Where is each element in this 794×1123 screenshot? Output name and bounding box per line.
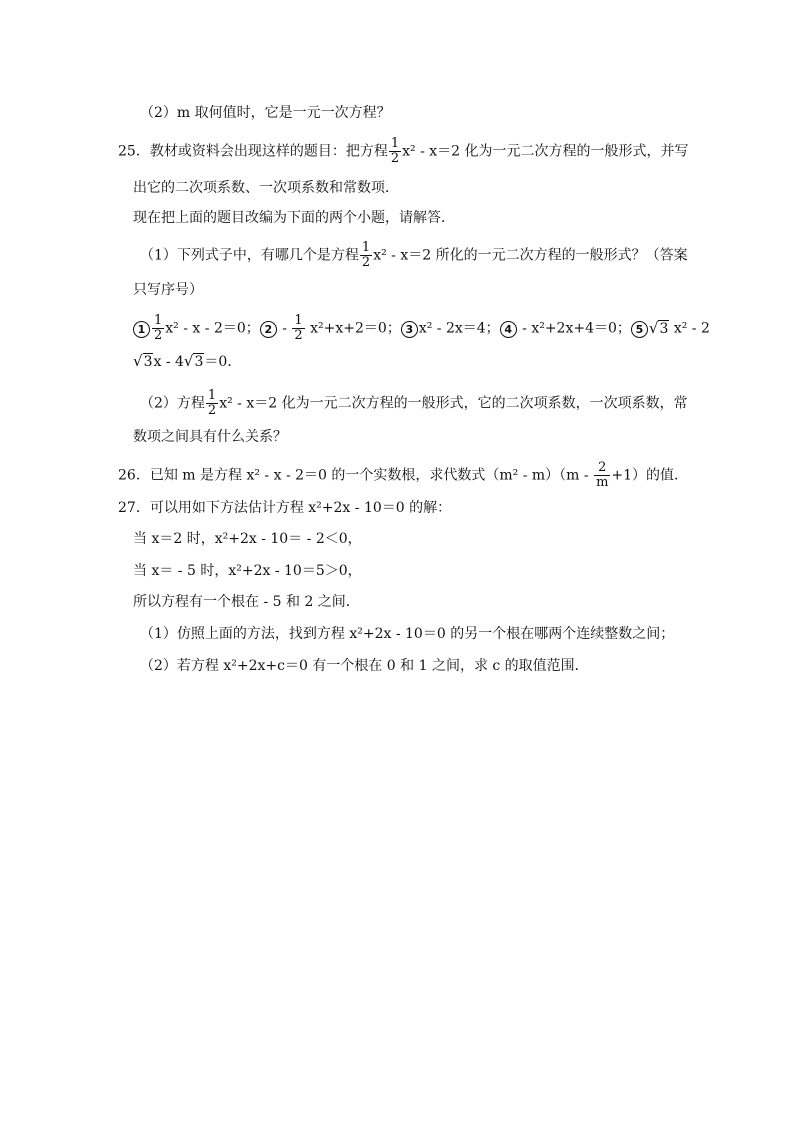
- q25-part2-b: x² - x＝2 化为一元二次方程的一般形式，它的二次项系数，一次项系数，常: [219, 395, 688, 412]
- option-3-text: x² - 2x＝4；: [418, 320, 500, 337]
- q27-line3: 所以方程有一个根在 - 5 和 2 之间．: [133, 594, 360, 610]
- fraction-one-half: $\frac{1}{2}$: [361, 240, 371, 270]
- fraction-one-half: $\frac{1}{2}$: [207, 388, 217, 418]
- q25-intro-line1: [118, 137, 689, 166]
- q25-intro-b: x² - x＝2 化为一元二次方程的一般形式，并写: [402, 143, 689, 160]
- circled-number-5-icon: 5: [631, 321, 648, 338]
- fraction-one-half: $\frac{1}{2}$: [294, 313, 303, 343]
- option-1-text: x² - x - 2＝0；: [165, 320, 260, 337]
- option-5-text-c: ＝0．: [204, 354, 242, 370]
- q26-line: [118, 461, 688, 490]
- q27-line1: 当 x＝2 时，x²+2x - 10＝ - 2＜0，: [133, 531, 362, 547]
- q25-part1-a: （1）下列式子中，有哪几个是方程: [140, 247, 359, 264]
- option-4-text: - x²+2x+4＝0；: [517, 320, 631, 337]
- q26-text-a: 已知 m 是方程 x² - x - 2＝0 的一个实数根，求代数式（m² - m）（m -: [149, 467, 594, 484]
- circled-number-1-icon: 1: [133, 321, 150, 338]
- q25-part2-line1: [140, 389, 688, 418]
- q27-intro-line: [118, 498, 451, 518]
- q27-number: 27．: [118, 500, 150, 516]
- circled-number-2-icon: 2: [260, 321, 277, 338]
- option-5-text-b: x - 4: [153, 354, 184, 370]
- q27-intro: 可以用如下方法估计方程 x²+2x - 10＝0 的解：: [149, 500, 452, 516]
- q25-options-line2: [133, 351, 241, 372]
- q24-part2: （2）m 取何值时，它是一元一次方程？: [140, 105, 391, 121]
- circled-number-3-icon: 3: [401, 321, 418, 338]
- q25-part2-a: （2）方程: [140, 395, 205, 412]
- q25-intro-line2: 出它的二次项系数、一次项系数和常数项．: [133, 180, 399, 196]
- q27-part1: （1）仿照上面的方法，找到方程 x²+2x - 10＝0 的另一个根在哪两个连续整数之间；: [140, 626, 675, 642]
- q25-intro-line3: 现在把上面的题目改编为下面的两个小题，请解答．: [133, 210, 455, 226]
- fraction-two-over-m: $\frac{2}{m}$: [596, 460, 609, 490]
- q25-part1-line1: [140, 241, 688, 270]
- q26-number: 26．: [118, 467, 150, 484]
- q27-part2: （2）若方程 x²+2x+c＝0 有一个根在 0 和 1 之间，求 c 的取值范围．: [140, 658, 589, 674]
- option-2-sign: -: [277, 320, 292, 337]
- q25-intro-a: 教材或资料会出现这样的题目：把方程: [149, 143, 388, 160]
- q25-number: 25．: [118, 143, 150, 160]
- fraction-one-half: $\frac{1}{2}$: [390, 136, 400, 166]
- fraction-one-half: $\frac{1}{2}$: [154, 313, 163, 343]
- option-2-text: x²+x+2＝0；: [305, 320, 401, 337]
- sqrt-icon: √3: [183, 352, 204, 370]
- circled-number-4-icon: 4: [500, 321, 517, 338]
- q25-part2-line2: 数项之间具有什么关系？: [133, 429, 287, 445]
- sqrt-icon: √3: [648, 318, 669, 337]
- q27-line2: 当 x＝ - 5 时，x²+2x - 10＝5＞0，: [133, 563, 362, 579]
- sqrt-icon: √3: [133, 352, 153, 370]
- q26-text-b: +1）的值．: [611, 467, 689, 484]
- q25-part1-line2: 只写序号）: [133, 282, 203, 298]
- option-5-text-a: x² - 2: [669, 320, 710, 337]
- q25-part1-b: x² - x＝2 所化的一元二次方程的一般形式？（答案: [373, 247, 688, 264]
- q25-options-line1: [133, 314, 710, 343]
